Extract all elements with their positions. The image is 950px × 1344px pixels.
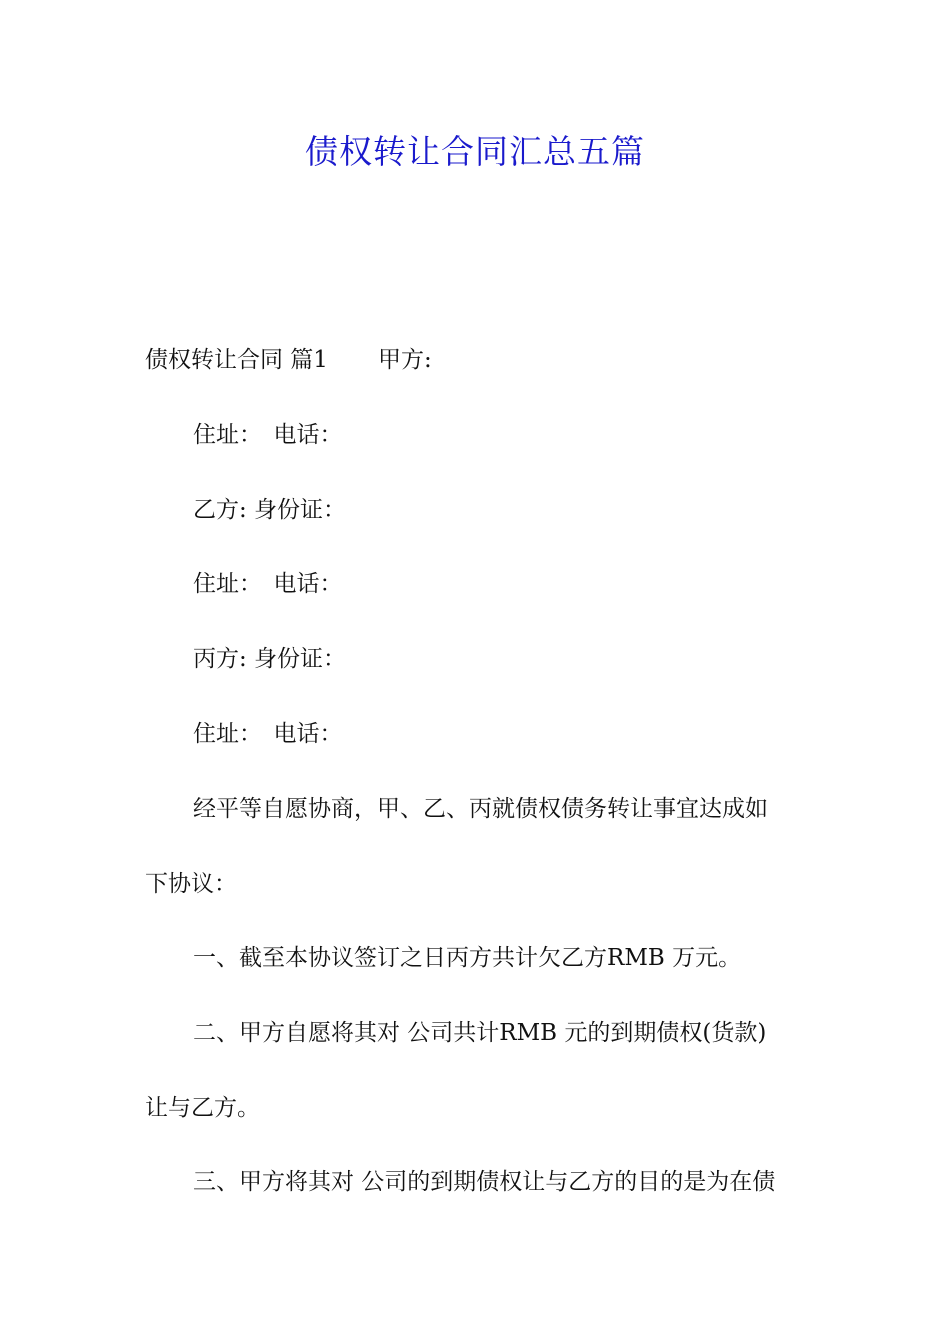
agreement-intro-line-2: 下协议： xyxy=(145,871,237,897)
contract-heading: 债权转让合同 篇1 xyxy=(145,347,328,373)
clause-2-line-2: 让与乙方。 xyxy=(145,1095,260,1121)
agreement-intro-line-1: 经平等自愿协商，甲、乙、丙就债权债务转让事宜达成如 xyxy=(193,796,768,822)
clause-1-line: 一、截至本协议签订之日丙方共计欠乙方RMB 万元。 xyxy=(193,945,742,971)
clause-2-line-1: 二、甲方自愿将其对 公司共计RMB 元的到期债权(货款) xyxy=(193,1020,767,1046)
party-c-address-line: 住址： 电话： xyxy=(193,721,343,747)
party-a-label: 甲方: xyxy=(377,347,432,373)
clause-3-line-1: 三、甲方将其对 公司的到期债权让与乙方的目的是为在债 xyxy=(193,1169,776,1195)
party-b-id-line: 乙方: 身份证： xyxy=(193,497,347,523)
contract-header-line xyxy=(145,344,810,376)
party-a-address-line: 住址： 电话： xyxy=(193,422,343,448)
party-b-address-line: 住址： 电话： xyxy=(193,571,343,597)
party-c-id-line: 丙方: 身份证： xyxy=(193,646,347,672)
document-title: 债权转让合同汇总五篇 xyxy=(305,132,645,171)
